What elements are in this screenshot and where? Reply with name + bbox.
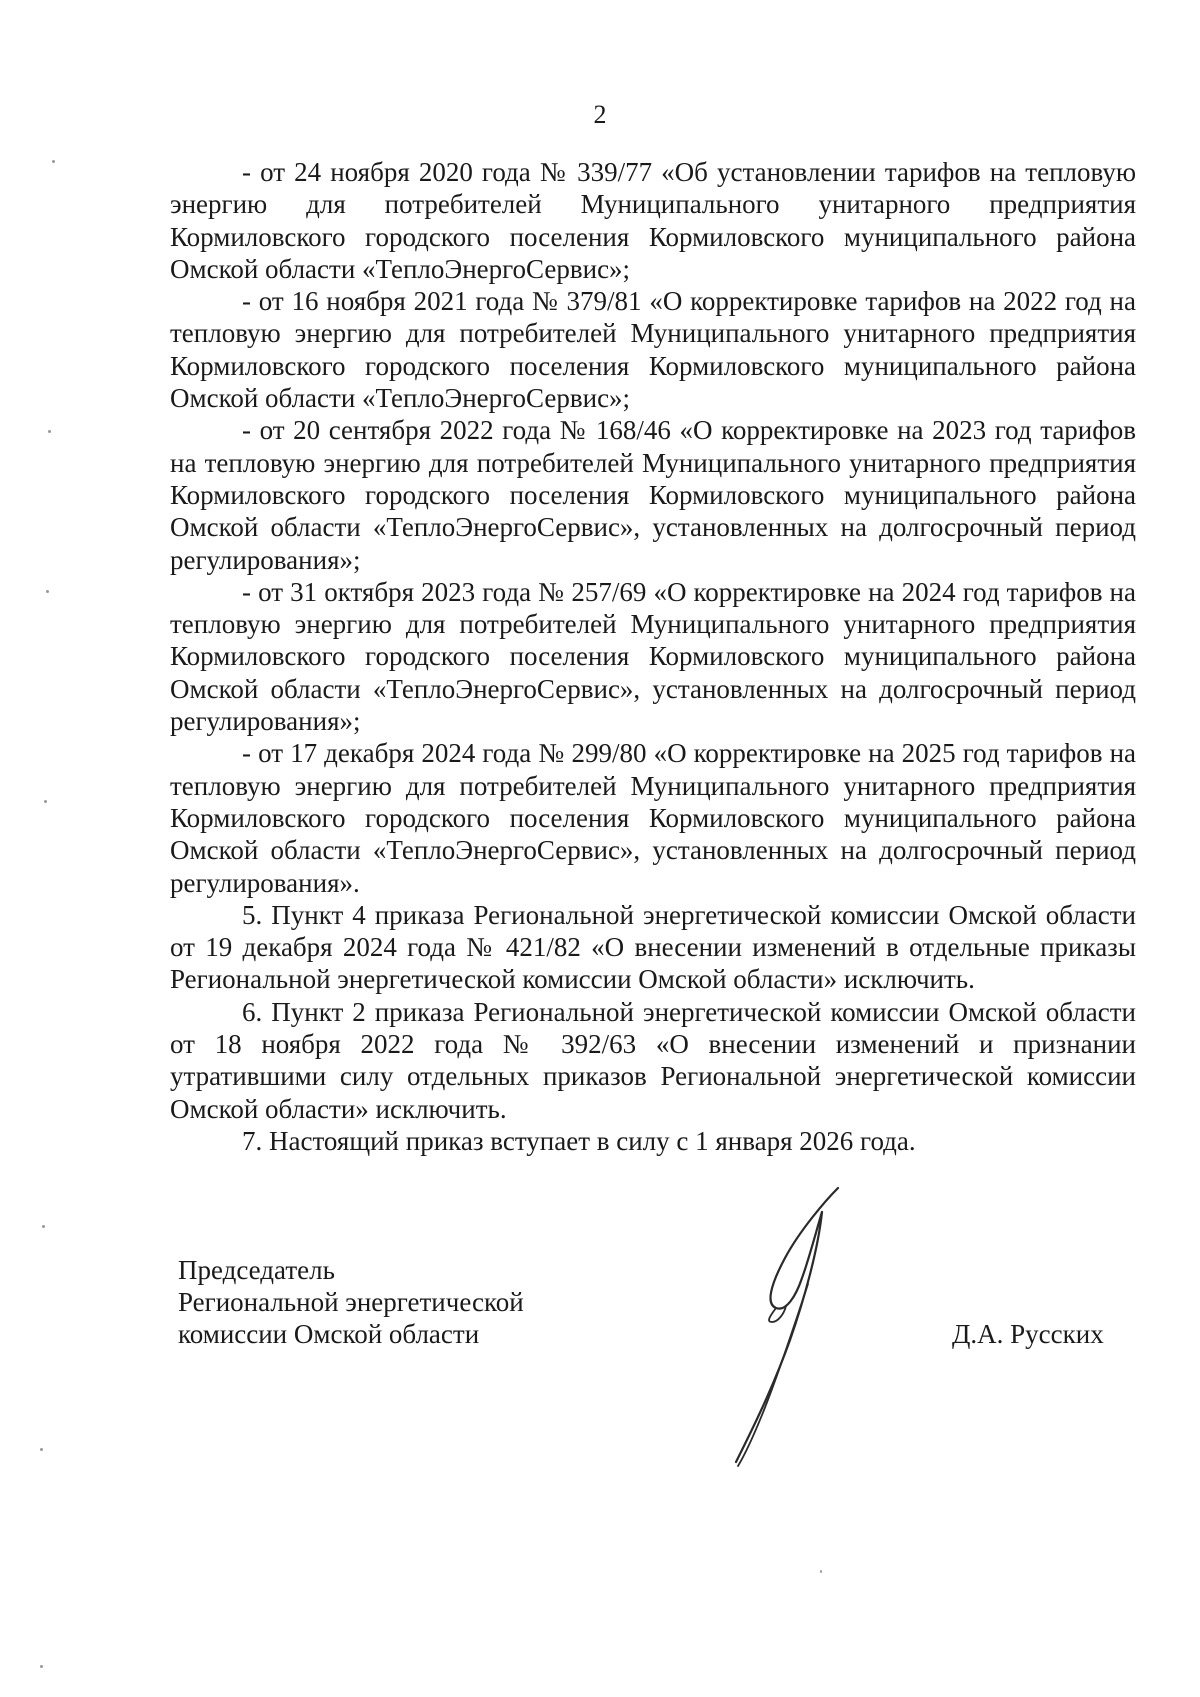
list-item-order-2021: - от 16 ноября 2021 года № 379/81 «О корректировке тарифов на 2022 год на тепловую энергию для потребителей Муниципального унитарного предприятия Кормиловского городского поселения Кормиловского муниципального района Омской области «ТеплоЭнергоСервис»; [170, 286, 1136, 414]
scan-speck [48, 430, 51, 433]
clause-5: 5. Пункт 4 приказа Региональной энергетической комиссии Омской области от 19 декабря 2024 года № 421/82 «О внесении изменений в отдельные приказы Региональной энергетической комиссии Омской области» исключить. [170, 899, 1136, 995]
page-number: 2 [593, 100, 607, 129]
list-item-order-2020: - от 24 ноября 2020 года № 339/77 «Об установлении тарифов на тепловую энергию для потребителей Муниципального унитарного предприятия Кормиловского городского поселения Кормиловского муниципального района Омской области «ТеплоЭнергоСервис»; [170, 157, 1136, 284]
scan-speck [40, 1665, 43, 1668]
clause-6: 6. Пункт 2 приказа Региональной энергетической комиссии Омской области от 18 ноября 2022 года № 392/63 «О внесении изменений и признании утратившими силу отдельных приказов Региональной энергетической комиссии Омской области» исключить. [170, 996, 1136, 1124]
signatory-position [178, 1254, 524, 1350]
list-item-order-2024: - от 17 декабря 2024 года № 299/80 «О корректировке на 2025 год тарифов на тепловую энергию для потребителей Муниципального унитарного предприятия Кормиловского городского поселения Кормиловского муниципального района Омской области «ТеплоЭнергоСервис», установленных на долгосрочный период регулирования». [170, 738, 1136, 898]
scan-speck [52, 160, 55, 163]
list-item-order-2023: - от 31 октября 2023 года № 257/69 «О корректировке на 2024 год тарифов на тепловую энергию для потребителей Муниципального унитарного предприятия Кормиловского городского поселения Кормиловского муниципального района Омской области «ТеплоЭнергоСервис», установленных на долгосрочный период регулирования»; [170, 576, 1136, 737]
scan-speck [44, 800, 47, 803]
scan-speck [46, 590, 49, 593]
position-line: Председатель [178, 1255, 335, 1285]
position-line: комиссии Омской области [178, 1319, 480, 1349]
clause-7: 7. Настоящий приказ вступает в силу с 1 января 2026 года. [242, 1125, 916, 1156]
scan-speck [820, 1570, 822, 1573]
signer-name: Д.А. Русских [952, 1319, 1104, 1349]
scan-speck [42, 1225, 45, 1228]
document-body [170, 156, 1136, 1157]
list-item-order-2022: - от 20 сентября 2022 года № 168/46 «О корректировке на 2023 год тарифов на тепловую энергию для потребителей Муниципального унитарного предприятия Кормиловского городского поселения Кормиловского муниципального района Омской области «ТеплоЭнергоСервис», установленных на долгосрочный период регулирования»; [170, 415, 1136, 575]
scan-speck [40, 1448, 43, 1451]
position-line: Региональной энергетической [178, 1287, 524, 1317]
